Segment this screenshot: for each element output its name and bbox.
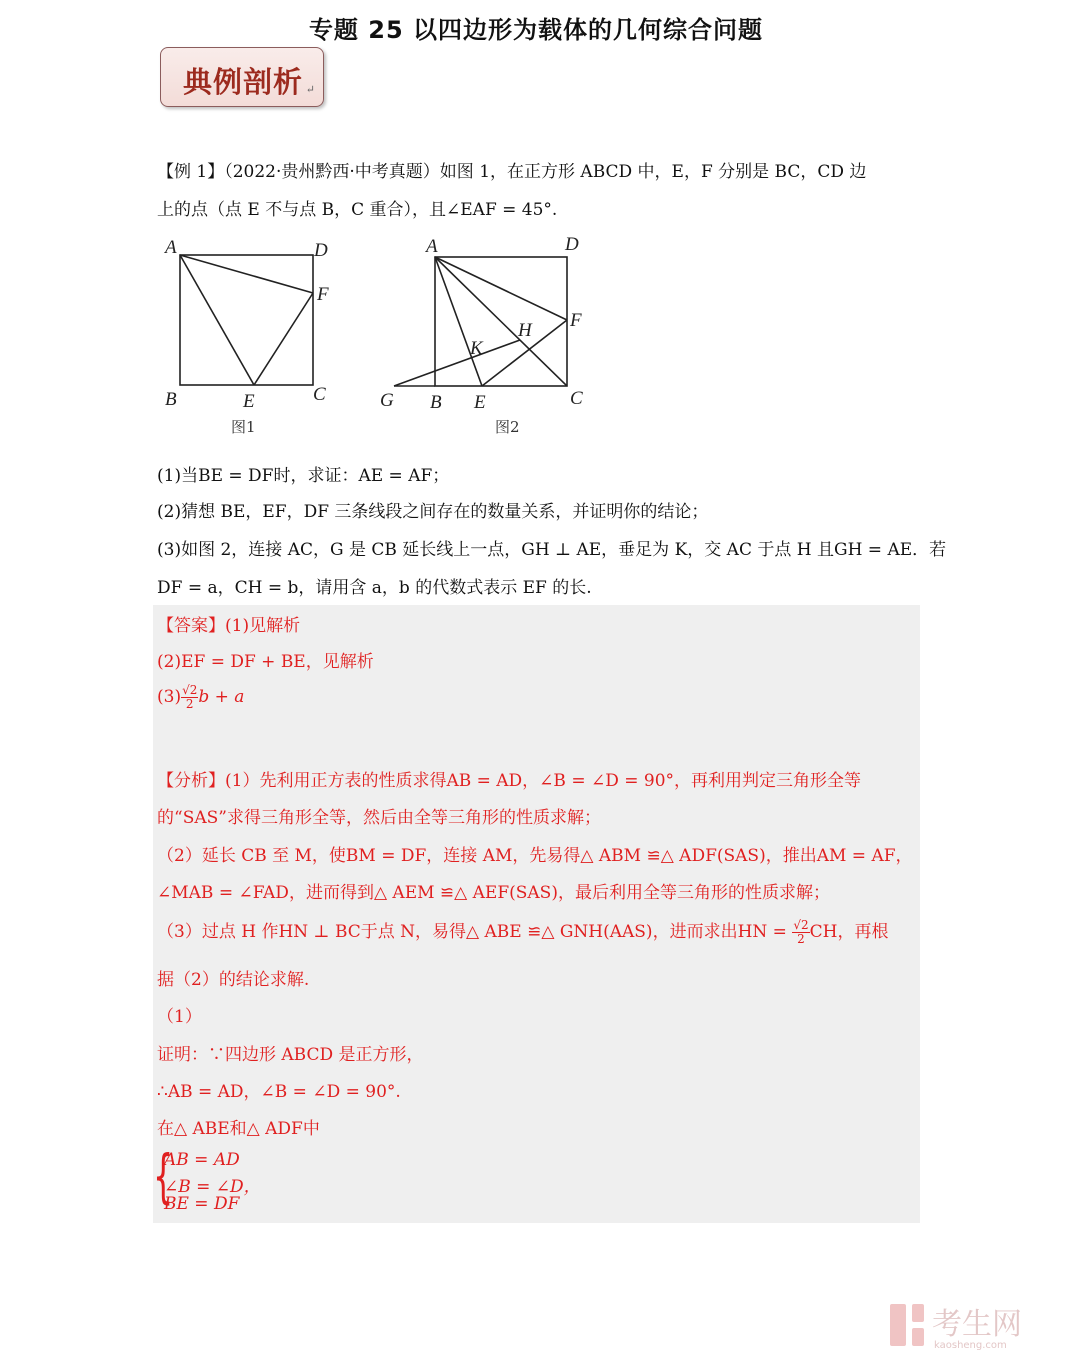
fig1-label-a: A (165, 237, 177, 258)
system-eq-2: ∠B = ∠D， (164, 1177, 261, 1197)
fig1-label-b: B (165, 389, 177, 410)
watermark-text: 考生网 (932, 1307, 1022, 1342)
analysis-1-line-2: 的“SAS”求得三角形全等，然后由全等三角形的性质求解； (157, 808, 601, 828)
return-mark-icon: ↵ (305, 83, 315, 96)
answer-3-denominator: 2 (185, 697, 194, 711)
solution-step-2: 证明：∵四边形 ABCD 是正方形， (157, 1045, 424, 1065)
figure-2-caption: 图2 (495, 418, 520, 436)
fig2-line-ac (435, 257, 567, 386)
fig1-line-ef (254, 293, 313, 385)
problem-line-2: 上的点（点 E 不与点 B，C 重合），且∠EAF = 45°. (157, 200, 558, 220)
fig2-label-k: K (470, 338, 483, 359)
section-badge (160, 47, 324, 107)
fig2-label-e: E (474, 392, 486, 413)
solution-step-4: 在△ ABE和△ ADF中 (157, 1119, 320, 1139)
answer-1: 【答案】(1)见解析 (157, 616, 301, 636)
analysis-3-prefix: （3）过点 H 作HN ⊥ BC于点 N，易得△ ABE ≌△ GNH(AAS)，进而求出HN = (157, 922, 793, 942)
fig1-label-c: C (313, 384, 326, 405)
fig2-label-f: F (570, 310, 582, 331)
fig2-label-g: G (380, 390, 394, 411)
answer-3-fraction (181, 684, 198, 711)
fig2-label-d: D (565, 234, 579, 255)
problem-line-1: 【例 1】（2022·贵州黔西·中考真题）如图 1，在正方形 ABCD 中，E，F 分别是 BC，CD 边 (157, 162, 867, 182)
fig2-label-c: C (570, 388, 583, 409)
fig1-label-f: F (317, 284, 329, 305)
question-1: (1)当BE = DF时，求证：AE = AF； (157, 466, 450, 486)
fig1-label-e: E (243, 391, 255, 412)
system-eq-1: AB = AD (164, 1150, 240, 1170)
analysis-3-numerator: √2 (793, 918, 809, 932)
fig2-label-a: A (426, 236, 438, 257)
answer-3 (157, 684, 244, 711)
kaosheng-logo (890, 1300, 1050, 1350)
analysis-3-line-2: 据（2）的结论求解. (157, 970, 310, 990)
equation-brace: { (153, 1142, 174, 1210)
answer-3-prefix: (3) (157, 687, 182, 707)
analysis-3-fraction (792, 919, 809, 946)
watermark-subtext: kaosheng.com (934, 1340, 1007, 1350)
analysis-3-line-1 (157, 917, 888, 946)
solution-step-1: （1） (157, 1007, 202, 1027)
fig1-line-ae (180, 255, 254, 385)
figure-2 (372, 230, 612, 445)
fig2-label-b: B (430, 392, 442, 413)
analysis-3-denominator: 2 (797, 932, 805, 946)
question-2: (2)猜想 BE，EF，DF 三条线段之间存在的数量关系，并证明你的结论； (157, 502, 709, 522)
fig2-label-h: H (518, 320, 532, 341)
page-title: 专题 25 以四边形为载体的几何综合问题 (308, 16, 764, 44)
solution-step-3: ∴AB = AD，∠B = ∠D = 90°. (157, 1082, 401, 1102)
fig1-line-af (180, 255, 313, 293)
question-3-line-1: (3)如图 2，连接 AC，G 是 CB 延长线上一点，GH ⊥ AE，垂足为 K，交 AC 于点 H 且GH = AE．若 (157, 540, 947, 560)
figure-1-caption: 图1 (231, 418, 256, 436)
fig2-line-gh (394, 340, 520, 386)
analysis-2-line-2: ∠MAB = ∠FAD，进而得到△ AEM ≌△ AEF(SAS)，最后利用全等三角形的性质求解； (157, 883, 830, 903)
system-eq-3: BE = DF (164, 1194, 240, 1214)
question-3-line-2: DF = a，CH = b，请用含 a，b 的代数式表示 EF 的长. (157, 578, 592, 598)
answer-3-numerator: √2 (182, 683, 198, 697)
badge-label: 典例剖析 (183, 65, 304, 99)
answer-3-suffix: b + a (198, 687, 245, 707)
analysis-1-line-1: 【分析】(1）先利用正方表的性质求得AB = AD，∠B = ∠D = 90°，再利用判定三角形全等 (157, 771, 862, 791)
figure-1 (155, 230, 355, 445)
fig1-label-d: D (314, 240, 328, 261)
analysis-3-suffix: CH，再根 (809, 922, 889, 942)
answer-2: (2)EF = DF + BE，见解析 (157, 652, 374, 672)
analysis-2-line-1: （2）延长 CB 至 M，使BM = DF，连接 AM，先易得△ ABM ≌△ ADF(SAS)，推出AM = AF， (157, 846, 913, 866)
